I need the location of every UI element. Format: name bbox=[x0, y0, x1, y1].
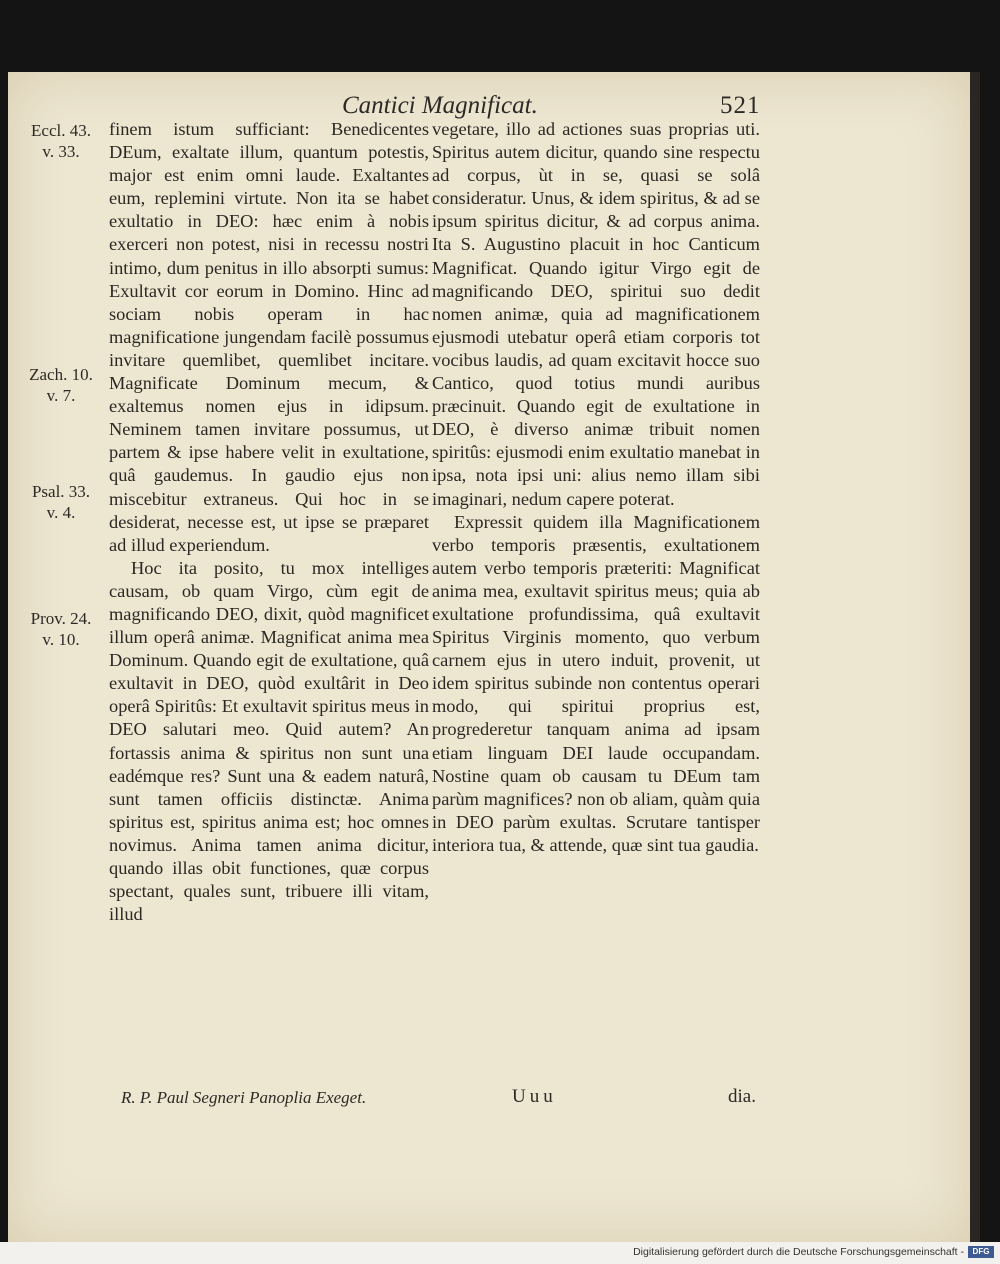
dfg-logo-icon: DFG bbox=[968, 1246, 994, 1258]
paragraph: vegetare, illo ad actiones suas proprias uti. Spiritus autem dicitur, quando sine respectu ad corpus, ùt in se, quasi se solâ consideratur. Unus, & idem spiritus, & ad se ipsum spiritus dicitur, & ad corpus anima. Ita S. Augustino placuit in hoc Canticum Magnificat. Quando igitur Virgo egit de magnificando DEO, spiritui suo dedit nomen animæ, quia ad magnificationem ejusmodi utebatur operâ etiam corporis tot vocibus laudis, ad quam excitavit hocce suo Cantico, quod totius mundi auribus præcinuit. Quando egit de exultatione in DEO, è diverso animæ tribuit nomen spiritûs: ejusmodi enim exultatio manebat in ipsa, nota ipsi uni: alius nemo illam sibi imaginari, nedum capere poterat. bbox=[432, 119, 760, 509]
right-text-column bbox=[432, 118, 760, 857]
left-text-column bbox=[109, 118, 429, 926]
paragraph: Hoc ita posito, tu mox intelliges causam, ob quam Virgo, cùm egit de magnificando DEO, dixit, quòd magnificet illum operâ animæ. Magnificat anima mea Dominum. Quando egit de exultatione, quâ exultavit in DEO, quòd exultârit in Deo operâ Spiritûs: Et exultavit spiritus meus in DEO salutari meo. Quid autem? An fortassis anima & spiritus non sunt una eadémque res? Sunt una & eadem naturâ, sunt tamen officiis distinctæ. Anima spiritus est, spiritus anima est; hoc omnes novimus. Anima tamen anima dicitur, quando illas obit functiones, quæ corpus spectant, quales sunt, tribuere illi vitam, illud bbox=[109, 557, 429, 925]
page-footer bbox=[8, 1088, 970, 1118]
paragraph: Expressit quidem illa Magnificationem verbo temporis præsentis, exultationem autem verbo temporis præteriti: Magnificat anima mea, exultavit spiritus meus; quia ab exultatione profundissima, quâ exultavit Spiritus Virginis momento, quo verbum carnem ejus in utero induit, provenit, ut idem spiritus subinde non contentus operari modo, qui spiritui proprius est, progrederetur tanquam anima ad ipsam etiam linguam DEI laude occupandam. Nostine quam ob causam tu DEum tam parùm magnifices? non ob aliam, quàm quia in DEO parùm exultas. Scrutare tantisper interiora tua, & attende, quæ sint tua gaudia. bbox=[432, 511, 760, 855]
margin-note: Prov. 24. v. 10. bbox=[30, 609, 92, 649]
catchword: dia. bbox=[728, 1086, 756, 1107]
signature-mark: Uuu bbox=[512, 1086, 557, 1107]
book-page bbox=[8, 72, 970, 1242]
paragraph: finem istum sufficiant: Benedicentes DEum, exaltate illum, quantum potestis, major est enim omni laude. Exaltantes eum, replemini virtute. Non ita se habet exultatio in DEO: hæc enim à nobis exerceri non potest, nisi in recessu nostri intimo, dum penitus in illo absorpti sumus: Exultavit cor eorum in Domino. Hinc ad sociam nobis operam in hac magnificatione jungendam facilè possumus invitare quemlibet, quemlibet incitare. Magnificate Dominum mecum, & exaltemus nomen ejus in idipsum. Neminem tamen invitare possumus, ut partem & ipse habere velit in exultatione, quâ gaudemus. In gaudio ejus non miscebitur extraneus. Qui hoc in se desiderat, necesse est, ut ipse se præparet ad illud experiendum. bbox=[109, 119, 429, 555]
running-title: Cantici Magnificat. bbox=[342, 92, 538, 119]
page-number: 521 bbox=[720, 92, 761, 119]
margin-note: Eccl. 43. v. 33. bbox=[31, 121, 91, 161]
footer-source: R. P. Paul Segneri Panoplia Exeget. bbox=[121, 1088, 367, 1107]
margin-note: Psal. 33. v. 4. bbox=[31, 482, 91, 522]
dfg-footer-bar bbox=[0, 1242, 1000, 1264]
dfg-notice: Digitalisierung gefördert durch die Deutsche Forschungsgemeinschaft - bbox=[633, 1246, 964, 1258]
margin-note: Zach. 10. v. 7. bbox=[29, 365, 93, 405]
page-edge bbox=[970, 72, 980, 1242]
